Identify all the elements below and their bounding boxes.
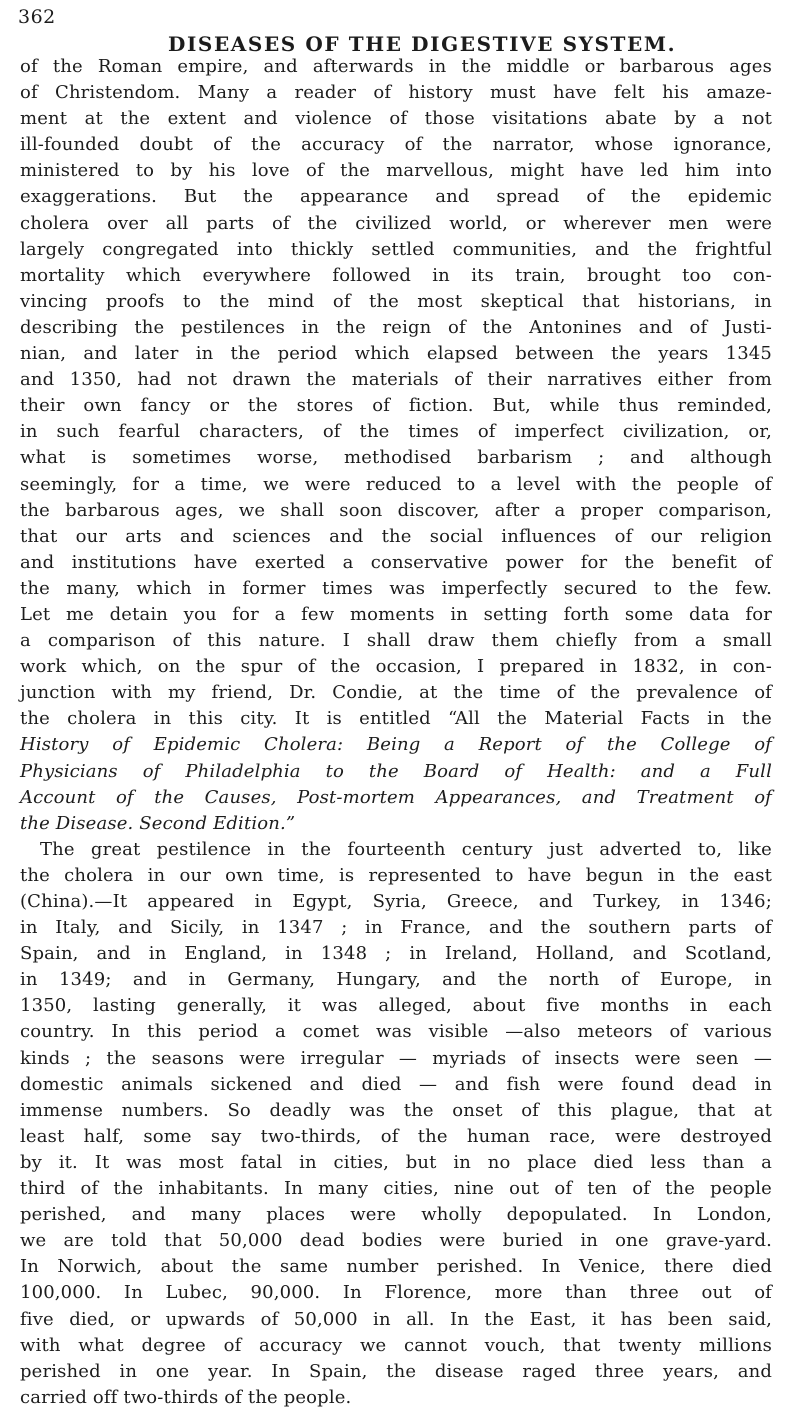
- text-line: kinds ; the seasons were irregular — myriads of insects were seen —: [20, 1047, 772, 1069]
- text-line: 100,000. In Lubec, 90,000. In Florence, more than three out of: [20, 1282, 772, 1304]
- text-line: perished, and many places were wholly depopulated. In London,: [20, 1204, 772, 1226]
- text-line: with what degree of accuracy we cannot vouch, that twenty millions: [20, 1334, 772, 1356]
- text-line: perished in one year. In Spain, the disease raged three years, and: [20, 1360, 772, 1382]
- book-title-line: Physicians of Philadelphia to the Board of Health: and a Full: [20, 760, 772, 782]
- text-line: junction with my friend, Dr. Condie, at the time of the prevalence of: [20, 682, 772, 704]
- text-line: describing the pestilences in the reign of the Antonines and of Justi-: [20, 316, 772, 338]
- book-title-line: Account of the Causes, Post-mortem Appearances, and Treatment of: [20, 786, 772, 808]
- text-line: by it. It was most fatal in cities, but in no place died less than a: [20, 1151, 772, 1173]
- text-line: In Norwich, about the same number perished. In Venice, there died: [20, 1256, 772, 1278]
- text-line: the barbarous ages, we shall soon discover, after a proper comparison,: [20, 499, 772, 521]
- text-line: their own fancy or the stores of fiction. But, while thus reminded,: [20, 395, 772, 417]
- text-line: what is sometimes worse, methodised barbarism ; and although: [20, 447, 772, 469]
- body-text: [20, 54, 772, 1411]
- text-line: carried off two-thirds of the people.: [20, 1386, 352, 1408]
- text-line: The great pestilence in the fourteenth century just adverted to, like: [40, 838, 772, 860]
- text-line: mortality which everywhere followed in its train, brought too con-: [20, 264, 772, 286]
- text-line: five died, or upwards of 50,000 in all. In the East, it has been said,: [20, 1308, 772, 1330]
- book-title-line: History of Epidemic Cholera: Being a Report of the College of: [20, 734, 772, 756]
- text-line: Let me detain you for a few moments in setting forth some data for: [20, 603, 772, 625]
- text-line: third of the inhabitants. In many cities, nine out of ten of the people: [20, 1178, 772, 1200]
- text-line: exaggerations. But the appearance and spread of the epidemic: [20, 186, 772, 208]
- text-line: in such fearful characters, of the times of imperfect civilization, or,: [20, 421, 772, 443]
- text-line: seemingly, for a time, we were reduced to a level with the people of: [20, 473, 772, 495]
- text-line: work which, on the spur of the occasion, I prepared in 1832, in con-: [20, 656, 772, 678]
- text-line: the cholera in this city. It is entitled “All the Material Facts in the: [20, 708, 772, 730]
- text-line: in Italy, and Sicily, in 1347 ; in France, and the southern parts of: [20, 917, 772, 939]
- text-line: we are told that 50,000 dead bodies were buried in one grave-yard.: [20, 1230, 772, 1252]
- text-line: largely congregated into thickly settled communities, and the frightful: [20, 238, 772, 260]
- text-line: the many, which in former times was imperfectly secured to the few.: [20, 577, 772, 599]
- text-line: least half, some say two-thirds, of the human race, were destroyed: [20, 1125, 772, 1147]
- text-line: ill-founded doubt of the accuracy of the narrator, whose ignorance,: [20, 134, 772, 156]
- text-line: ment at the extent and violence of those visitations abate by a not: [20, 108, 772, 130]
- text-line: ministered to by his love of the marvellous, might have led him into: [20, 160, 772, 182]
- text-line: nian, and later in the period which elapsed between the years 1345: [20, 343, 772, 365]
- running-title: DISEASES OF THE DIGESTIVE SYSTEM.: [168, 32, 677, 56]
- text-line: of Christendom. Many a reader of history must have felt his amaze-: [20, 82, 772, 104]
- text-line: in 1349; and in Germany, Hungary, and the north of Europe, in: [20, 969, 772, 991]
- text-line: (China).—It appeared in Egypt, Syria, Greece, and Turkey, in 1346;: [20, 891, 772, 912]
- text-line: cholera over all parts of the civilized world, or wherever men were: [20, 212, 772, 234]
- text-line: a comparison of this nature. I shall draw them chiefly from a small: [20, 630, 772, 652]
- text-line: immense numbers. So deadly was the onset of this plague, that at: [20, 1099, 772, 1121]
- text-line: and institutions have exerted a conservative power for the benefit of: [20, 551, 772, 573]
- text-line: country. In this period a comet was visible —also meteors of various: [20, 1021, 772, 1043]
- book-title-line: the Disease. Second Edition.”: [20, 812, 296, 834]
- text-line: vincing proofs to the mind of the most skeptical that historians, in: [20, 290, 772, 312]
- text-line: and 1350, had not drawn the materials of their narratives either from: [20, 369, 772, 391]
- text-line: Spain, and in England, in 1348 ; in Ireland, Holland, and Scotland,: [20, 943, 772, 965]
- text-line: domestic animals sickened and died — and fish were found dead in: [20, 1073, 772, 1095]
- page-header: [18, 2, 780, 56]
- text-line: of the Roman empire, and afterwards in the middle or barbarous ages: [20, 56, 772, 77]
- text-line: the cholera in our own time, is represented to have begun in the east: [20, 864, 772, 886]
- text-line: 1350, lasting generally, it was alleged, about five months in each: [20, 995, 772, 1017]
- text-line: that our arts and sciences and the social influences of our religion: [20, 525, 772, 547]
- page-number: 362: [18, 6, 56, 28]
